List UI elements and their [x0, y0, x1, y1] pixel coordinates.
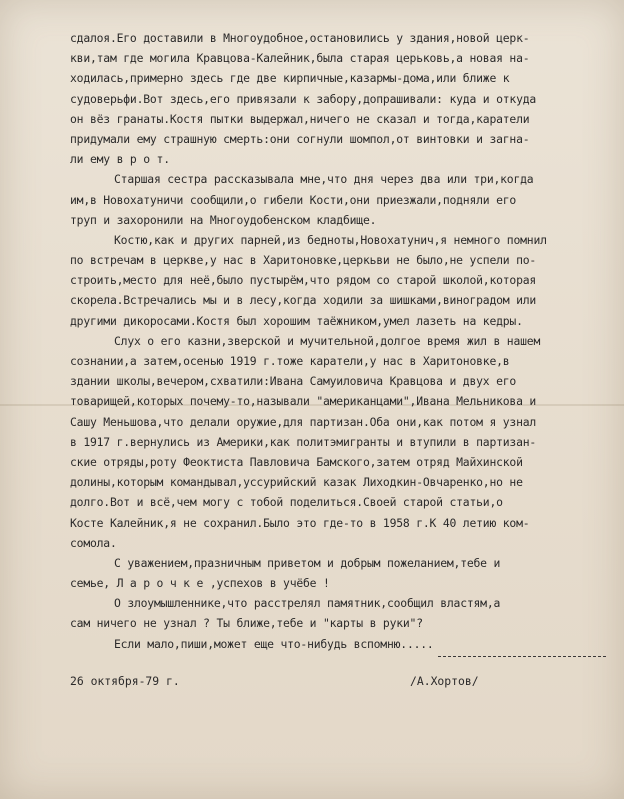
letter-line: Сашу Меньшова,что делали оружие,для партизан.Оба они,как потом я узнал — [70, 414, 537, 429]
letter-line: по встречам в церкве,у нас в Харитоновке,церкьви не было,не успели по- — [70, 253, 537, 268]
letter-line: С уважением,празничным приветом и добрым пожеланием,тебе и — [114, 555, 501, 570]
letter-line: сомола. — [70, 535, 117, 550]
letter-line: скорела.Встречались мы и в лесу,когда ходили за шишками,виноградом или — [70, 293, 537, 308]
letter-line: придумали ему страшную смерть:они согнули шомпол,от винтовки и загна- — [70, 131, 530, 146]
letter-line: Слух о его казни,зверской и мучительной,долгое время жил в нашем — [114, 333, 541, 348]
letter-line: Косте Калейник,я не сохранил.Было это где-то в 1958 г.К 40 летию ком- — [70, 515, 530, 530]
letter-line: ходилась,примерно здесь где две кирпичные,казармы-дома,или ближе к — [70, 71, 510, 86]
letter-line: товарищей,которых почему-то,называли "американцами",Ивана Мельникова и — [70, 394, 537, 409]
letter-line: семье, Л а р о ч к е ,успехов в учёбе ! — [70, 576, 330, 591]
letter-line: кви,там где могила Кравцова-Калейник,была старая церьковь,а новая на- — [70, 51, 530, 66]
letter-line: сдалоя.Его доставили в Многоудобное,остановились у здания,новой церк- — [70, 31, 530, 45]
letter-line: ские отряды,роту Феоктиста Павловича Бамского,затем отряд Майхинской — [70, 454, 523, 469]
signature-dashed-line — [438, 656, 606, 657]
letter-line: Костю,как и других парней,из бедноты,Новохатунич,я немного помнил — [114, 232, 547, 247]
letter-line: ли ему в р о т. — [70, 152, 170, 167]
letter-line: другими дикоросами.Костя был хорошим таёжником,умел лазеть на кедры. — [70, 313, 523, 328]
letter-line: долины,которым командывал,уссурийский казак Лиходкин-Овчаренко,но не — [70, 475, 523, 490]
letter-body — [70, 28, 618, 654]
letter-footer — [70, 674, 618, 696]
letter-date: 26 октября-79 г. — [70, 674, 180, 688]
letter-line: судоверьфи.Вот здесь,его привязали к забору,допрашивали: куда и откуда — [70, 91, 537, 106]
letter-line: им,в Новохатуничи сообщили,о гибели Кости,они приезжали,подняли его — [70, 192, 517, 207]
letter-line: строить,место для неё,было пустырём,что рядом со старой школой,которая — [70, 273, 537, 288]
letter-line: долго.Вот и всё,чем могу с тобой поделиться.Своей старой статьи,о — [70, 495, 503, 510]
letter-line: Старшая сестра рассказывала мне,что дня через два или три,когда — [114, 172, 534, 187]
letter-line: сам ничего не узнал ? Ты ближе,тебе и "карты в руки"? — [70, 616, 423, 631]
letter-line: он вёз гранаты.Костя пытки выдержал,ничего не сказал и тогда,каратели — [70, 111, 530, 126]
letter-line: О злоумышленнике,что расстрелял памятник,сообщил властям,а — [114, 596, 501, 611]
letter-line: Если мало,пиши,может еще что-нибудь вспомню..... — [114, 636, 434, 651]
letter-line: здании школы,вечером,схватили:Ивана Самуиловича Кравцова и двух его — [70, 374, 517, 389]
letter-line: труп и захоронили на Многоудобенском кладбище. — [70, 212, 377, 227]
letter-line: в 1917 г.вернулись из Америки,как политэмигранты и втупили в партизан- — [70, 434, 537, 449]
letter-line: сознании,а затем,осенью 1919 г.тоже каратели,у нас в Харитоновке,в — [70, 354, 510, 368]
letter-signature: /А.Хортов/ — [410, 674, 479, 688]
